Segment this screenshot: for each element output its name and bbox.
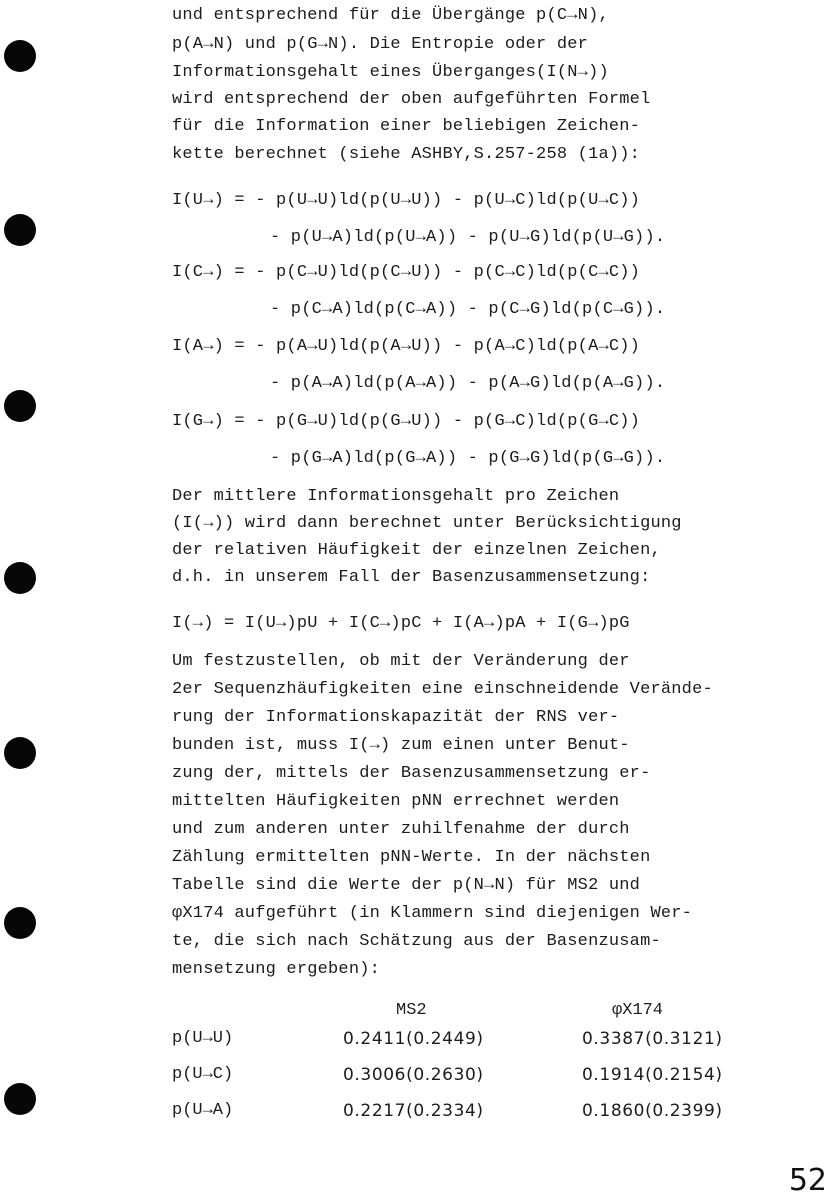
text-line: und zum anderen unter zuhilfenahme der durch: [172, 820, 630, 839]
table-cell-phix174: 0.3387(0.3121): [582, 1029, 723, 1049]
text-line: (I(→)) wird dann berechnet unter Berücksichtigung: [172, 514, 682, 533]
text-line: Tabelle sind die Werte der p(N→N) für MS2 und: [172, 876, 641, 895]
table-row-label: p(U→A): [172, 1101, 234, 1120]
mean-information-formula: I(→) = I(U→)pU + I(C→)pC + I(A→)pA + I(G→)pG: [172, 614, 630, 633]
table-cell-ms2: 0.3006(0.2630): [343, 1065, 484, 1085]
text-line: wird entsprechend der oben aufgeführten Formel: [172, 90, 651, 109]
text-line: te, die sich nach Schätzung aus der Basenzusam-: [172, 932, 661, 951]
text-line: Um festzustellen, ob mit der Veränderung der: [172, 652, 630, 671]
text-line: Der mittlere Informationsgehalt pro Zeichen: [172, 487, 620, 506]
punch-hole: [4, 737, 36, 769]
punch-hole: [4, 907, 36, 939]
punch-hole: [4, 214, 36, 246]
formula-line: I(U→) = - p(U→U)ld(p(U→U)) - p(U→C)ld(p(U→C)): [172, 191, 641, 210]
table-cell-ms2: 0.2411(0.2449): [343, 1029, 484, 1049]
text-line: bunden ist, muss I(→) zum einen unter Benut-: [172, 736, 630, 755]
text-line: φX174 aufgeführt (in Klammern sind diejenigen Wer-: [172, 904, 693, 923]
text-line: rung der Informationskapazität der RNS ver-: [172, 708, 620, 727]
punch-hole: [4, 390, 36, 422]
text-line: zung der, mittels der Basenzusammensetzung er-: [172, 764, 651, 783]
text-line: kette berechnet (siehe ASHBY,S.257-258 (1a)):: [172, 145, 641, 164]
text-line: mittelten Häufigkeiten pNN errechnet werden: [172, 792, 620, 811]
formula-line: I(G→) = - p(G→U)ld(p(G→U)) - p(G→C)ld(p(G→C)): [172, 412, 641, 431]
formula-line: - p(G→A)ld(p(G→A)) - p(G→G)ld(p(G→G)).: [270, 449, 666, 468]
text-line: d.h. in unserem Fall der Basenzusammensetzung:: [172, 568, 651, 587]
text-line: und entsprechend für die Übergänge p(C→N),: [172, 6, 609, 25]
text-line: der relativen Häufigkeit der einzelnen Zeichen,: [172, 541, 661, 560]
table-cell-ms2: 0.2217(0.2334): [343, 1101, 484, 1121]
punch-hole: [4, 562, 36, 594]
table-row-label: p(U→U): [172, 1029, 234, 1048]
text-line: Informationsgehalt eines Überganges(I(N→)): [172, 63, 609, 82]
table-cell-phix174: 0.1860(0.2399): [582, 1101, 723, 1121]
text-line: Zählung ermittelten pNN-Werte. In der nächsten: [172, 848, 651, 867]
table-cell-phix174: 0.1914(0.2154): [582, 1065, 723, 1085]
formula-line: - p(C→A)ld(p(C→A)) - p(C→G)ld(p(C→G)).: [270, 300, 666, 319]
punch-hole: [4, 40, 36, 72]
punch-hole: [4, 1083, 36, 1115]
text-line: für die Information einer beliebigen Zeichen-: [172, 117, 641, 136]
formula-line: - p(U→A)ld(p(U→A)) - p(U→G)ld(p(U→G)).: [270, 228, 666, 247]
page-number: 52: [788, 1163, 827, 1198]
text-line: p(A→N) und p(G→N). Die Entropie oder der: [172, 35, 589, 54]
table-row-label: p(U→C): [172, 1065, 234, 1084]
formula-line: - p(A→A)ld(p(A→A)) - p(A→G)ld(p(A→G)).: [270, 374, 666, 393]
text-line: mensetzung ergeben):: [172, 960, 381, 979]
formula-line: I(A→) = - p(A→U)ld(p(A→U)) - p(A→C)ld(p(A→C)): [172, 337, 641, 356]
formula-line: I(C→) = - p(C→U)ld(p(C→U)) - p(C→C)ld(p(C→C)): [172, 263, 641, 282]
text-line: 2er Sequenzhäufigkeiten eine einschneidende Verände-: [172, 680, 713, 699]
table-header-ms2: MS2: [396, 1001, 427, 1020]
table-header-phix174: φX174: [612, 1001, 664, 1020]
